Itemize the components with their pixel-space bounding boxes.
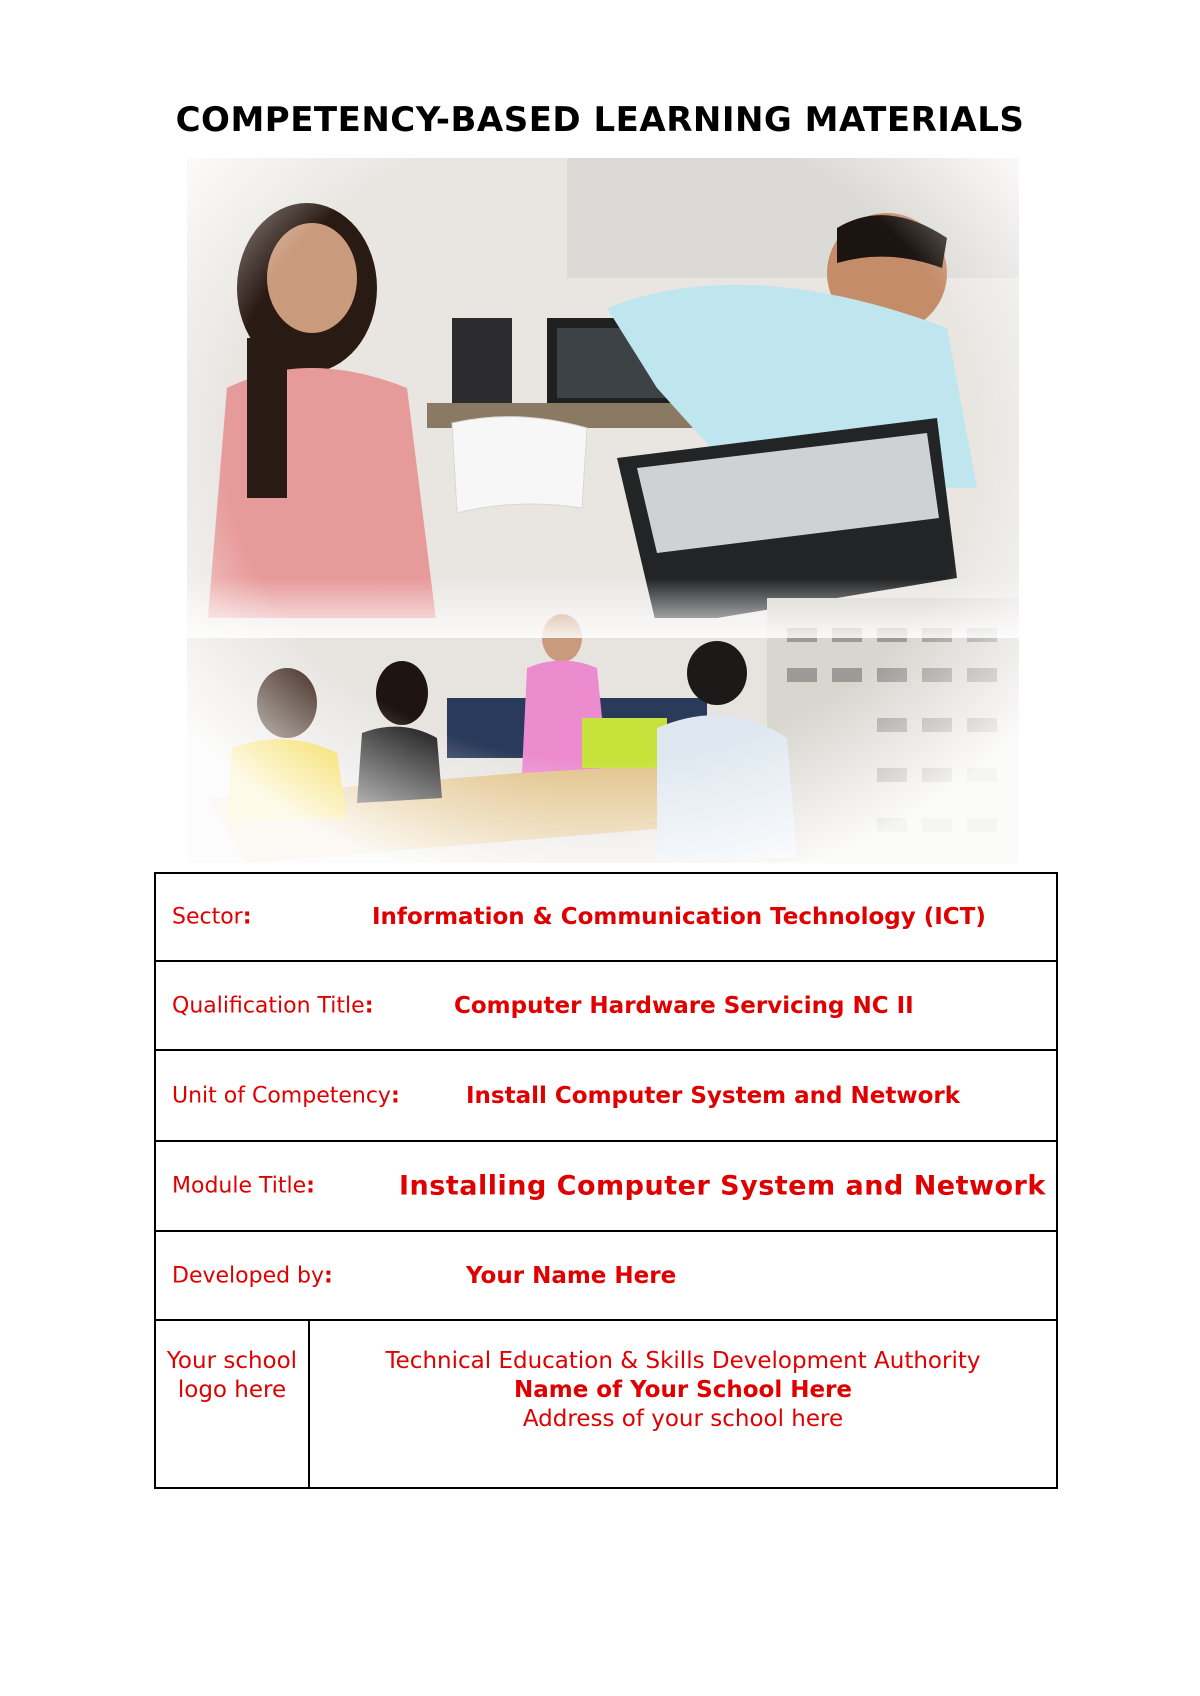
developer-label: Developed by: [172, 1263, 325, 1288]
school-details: [310, 1319, 1056, 1487]
cover-photo: [187, 158, 1019, 863]
module-row: [156, 1142, 1056, 1232]
qualification-label: Qualification Title: [172, 993, 365, 1018]
sector-row: [156, 874, 1056, 962]
qualification-colon: :: [364, 993, 374, 1018]
qualification-value: Computer Hardware Servicing NC II: [454, 992, 914, 1019]
unit-row: [156, 1051, 1056, 1142]
module-colon: :: [306, 1173, 315, 1199]
sector-colon: :: [242, 904, 252, 930]
module-value: Installing Computer System and Network: [399, 1170, 1046, 1202]
school-row: [156, 1319, 1056, 1487]
school-address: Address of your school here: [522, 1406, 844, 1432]
logo-line-2: logo here: [177, 1377, 287, 1403]
authority-name: Technical Education & Skills Development Authority: [385, 1348, 981, 1374]
developer-value: Your Name Here: [466, 1262, 677, 1289]
unit-colon: :: [390, 1083, 400, 1108]
school-name: Name of Your School Here: [513, 1377, 853, 1403]
cover-photo-illustration: [187, 158, 1019, 863]
unit-label: Unit of Competency: [172, 1083, 391, 1108]
module-info-table: [154, 872, 1058, 1489]
sector-value: Information & Communication Technology (ICT): [372, 904, 986, 930]
developer-colon: :: [324, 1263, 333, 1288]
sector-label: Sector: [172, 904, 243, 930]
unit-value: Install Computer System and Network: [466, 1082, 961, 1109]
module-label: Module Title: [172, 1173, 307, 1199]
qualification-row: [156, 962, 1056, 1051]
logo-line-1: Your school: [166, 1348, 298, 1374]
document-title: COMPETENCY-BASED LEARNING MATERIALS: [175, 100, 1025, 140]
school-logo-placeholder: [156, 1319, 310, 1487]
developer-row: [156, 1232, 1056, 1321]
